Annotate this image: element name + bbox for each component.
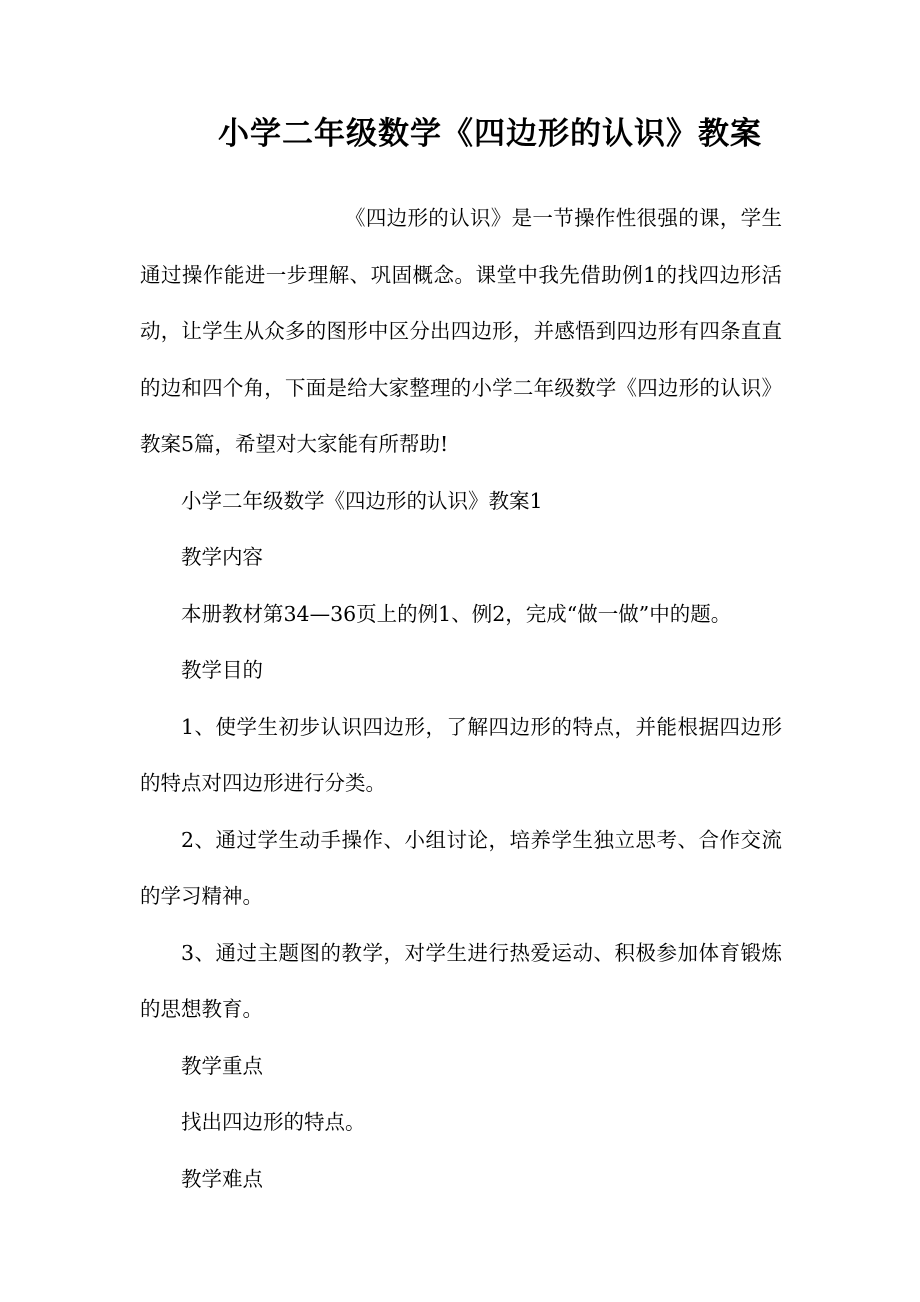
objective-item-2: 2、通过学生动手操作、小组讨论，培养学生独立思考、合作交流的学习精神。 <box>140 827 782 908</box>
section-heading-objectives: 教学目的 <box>181 658 263 682</box>
key-point-paragraph: 找出四边形的特点。 <box>181 1110 366 1134</box>
objective-item-1: 1、使学生初步认识四边形，了解四边形的特点，并能根据四边形的特点对四边形进行分类。 <box>140 714 782 795</box>
section-heading-content: 教学内容 <box>181 545 263 569</box>
objective-item-3: 3、通过主题图的教学，对学生进行热爱运动、积极参加体育锻炼的思想教育。 <box>140 940 782 1021</box>
lesson-heading: 小学二年级数学《四边形的认识》教案1 <box>181 488 543 513</box>
section-heading-key-point: 教学重点 <box>181 1053 263 1078</box>
intro-paragraph: 《四边形的认识》是一节操作性很强的课，学生通过操作能进一步理解、巩固概念。课堂中我先借助例1的找四边形活动，让学生从众多的图形中区分出四边形，并感悟到四边形有四条直直的边和四个角，下面是给大家整理的小学二年级数学《四边形的认识》教案5篇，希望对大家能有所帮助! <box>140 206 782 456</box>
document-body <box>140 190 782 1207</box>
section-heading-difficulty: 教学难点 <box>181 1166 263 1191</box>
document-title: 小学二年级数学《四边形的认识》教案 <box>218 116 762 152</box>
content-paragraph: 本册教材第34—36页上的例1、例2，完成“做一做”中的题。 <box>181 601 732 626</box>
